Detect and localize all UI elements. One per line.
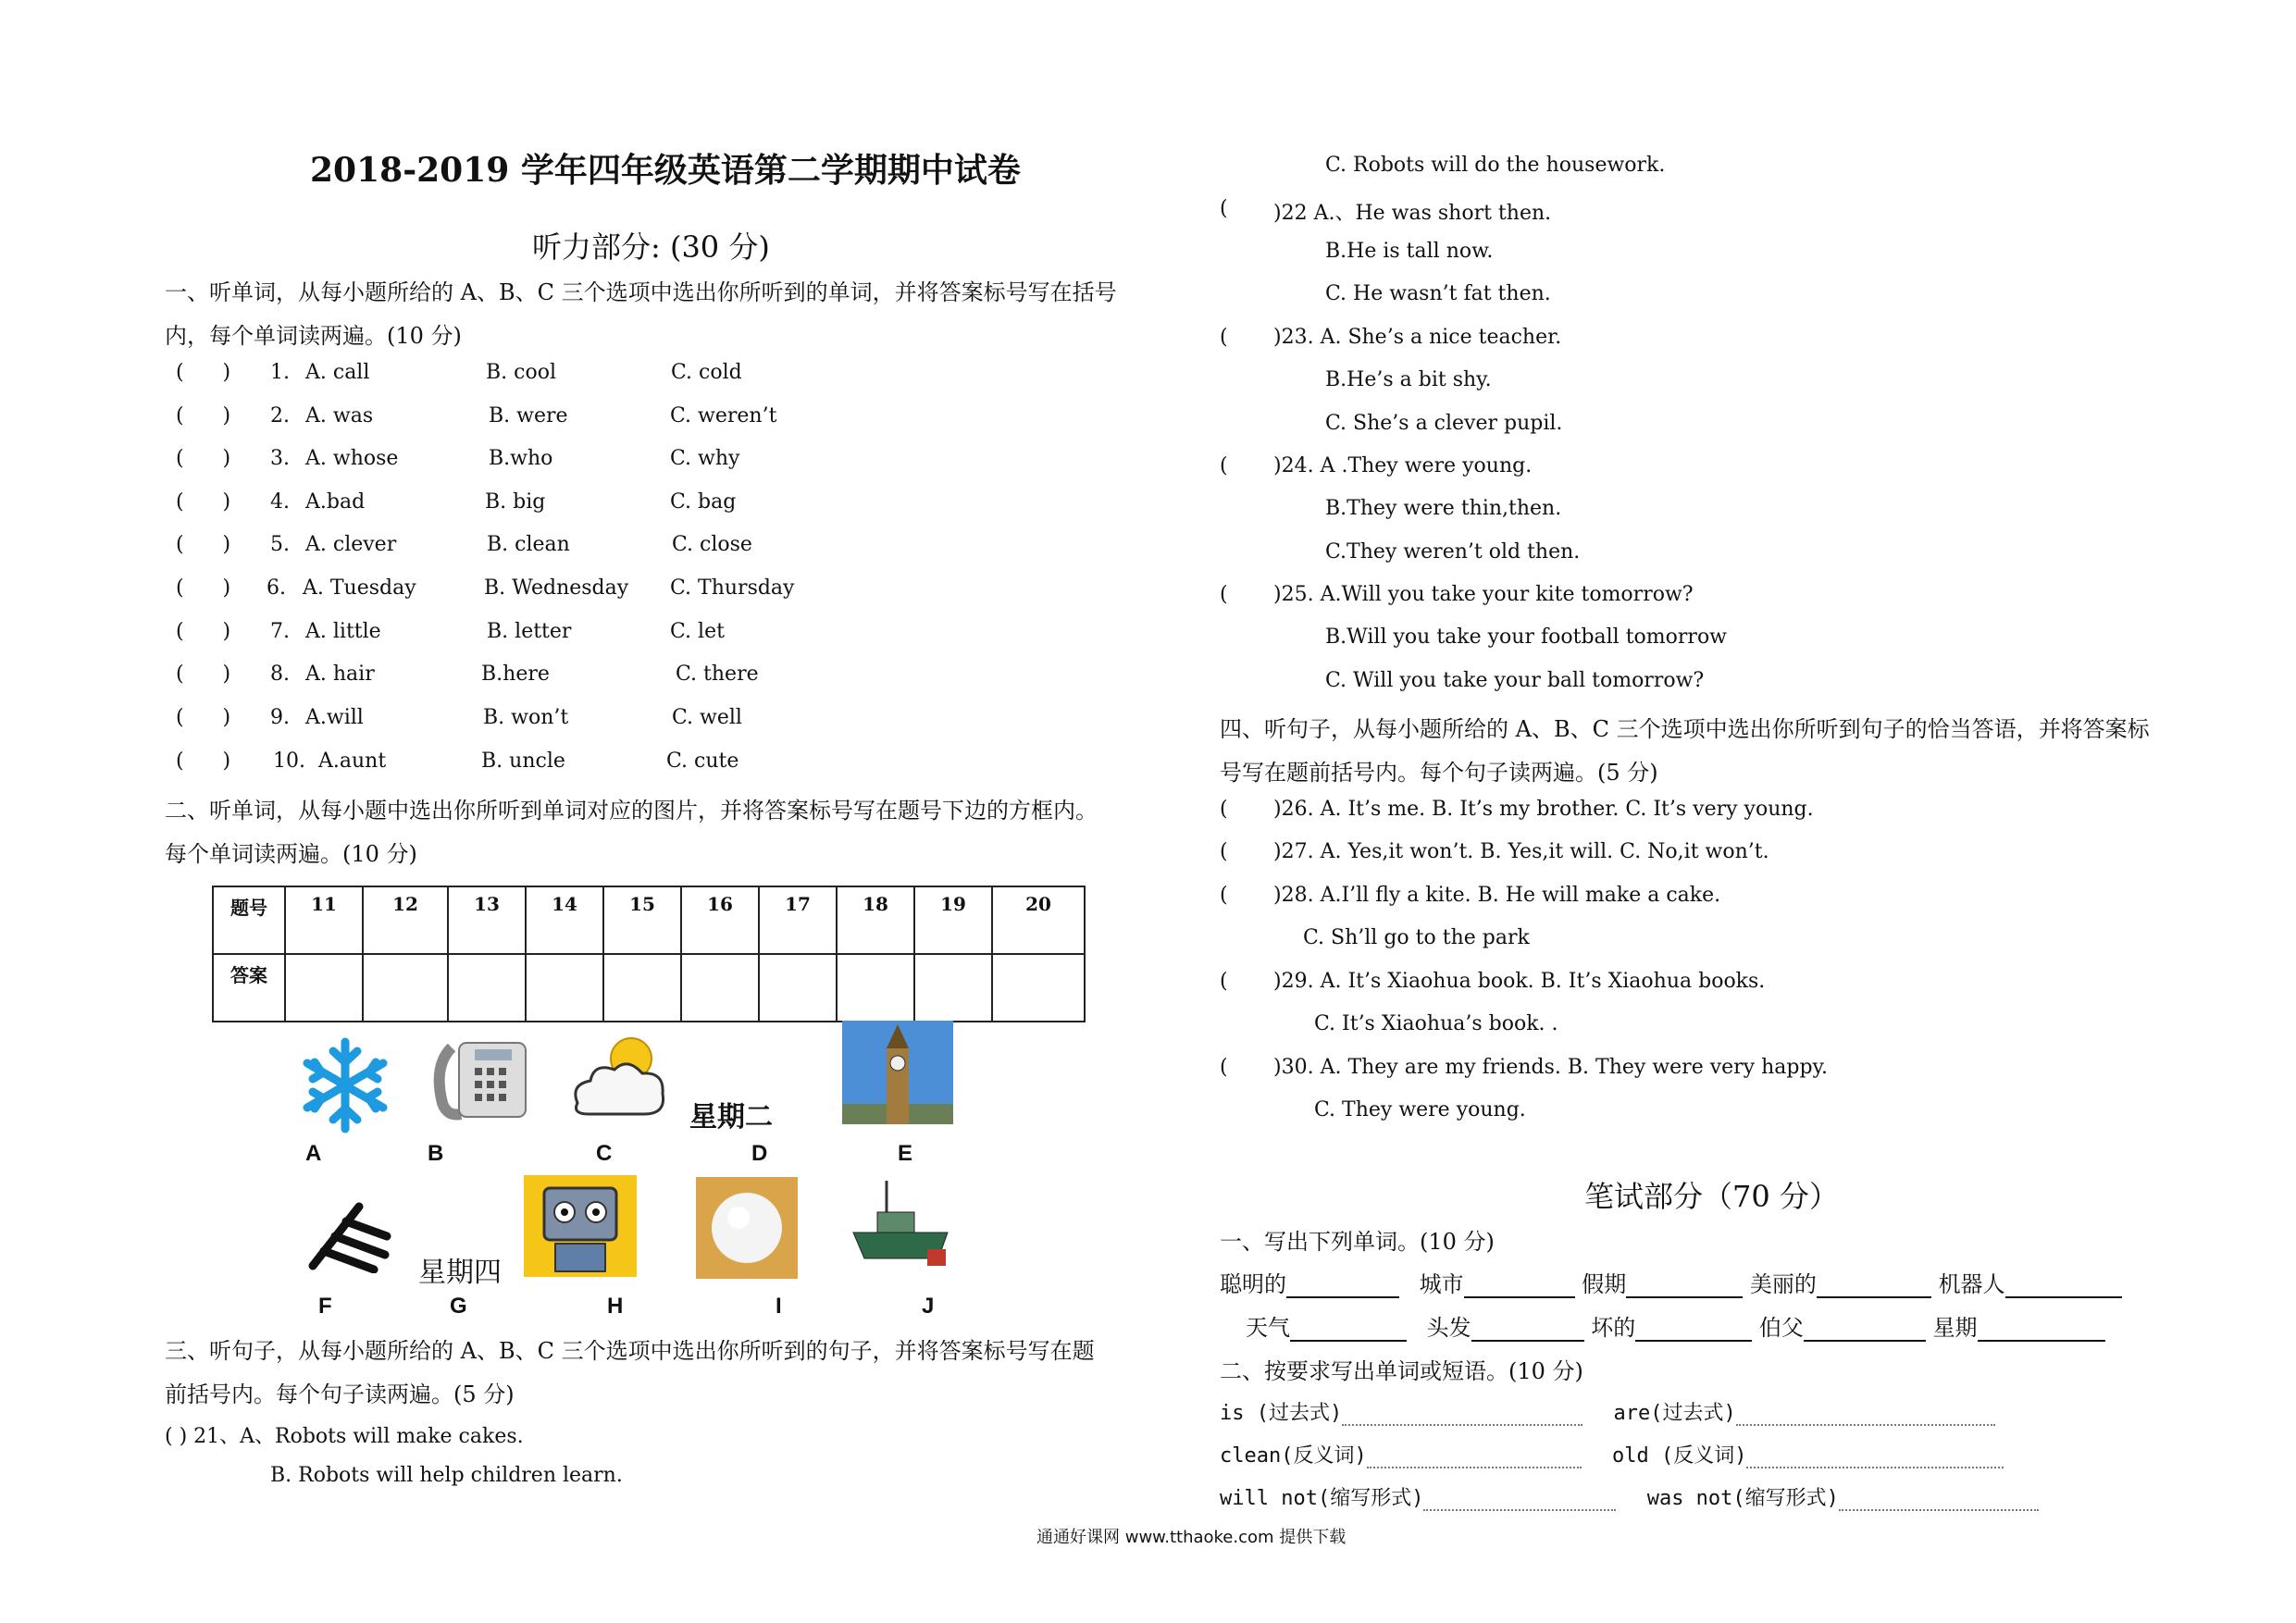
picture-label: D	[751, 1141, 768, 1166]
table-header-cell: 15	[603, 886, 681, 954]
part4-instruction-1: 四、听句子，从每小题所给的 A、B、C 三个选项中选出你所听到句子的恰当答语，并将答案标	[1220, 716, 2150, 742]
thursday-card: 星期四	[418, 1257, 502, 1289]
answer-blank[interactable]	[1839, 1489, 2039, 1511]
table-answer-label: 答案	[213, 954, 285, 1022]
answer-bracket[interactable]: (	[1220, 583, 1228, 606]
table-header-cell: 19	[914, 886, 992, 954]
table-header-cell: 17	[759, 886, 837, 954]
item-number: 2.	[270, 404, 290, 427]
option-a: A. clever	[305, 533, 397, 556]
question-30: )30. A. They are my friends. B. They were very happy.	[1273, 1056, 1829, 1079]
question-23: )23. A. She’s a nice teacher.	[1273, 326, 1562, 349]
option-a: A. Tuesday	[303, 576, 416, 600]
option-b: B.who	[489, 447, 553, 470]
answer-bracket[interactable]: ( )	[176, 576, 231, 600]
list-item	[176, 490, 737, 514]
item-number: 8.	[270, 663, 290, 686]
picture-label: I	[776, 1294, 782, 1319]
word-label: 美丽的	[1749, 1271, 1817, 1297]
word-label: 假期	[1582, 1271, 1627, 1297]
question-21-c: C. Robots will do the housework.	[1325, 154, 1666, 177]
answer-cell[interactable]	[285, 954, 363, 1022]
answer-blank[interactable]	[1746, 1446, 2004, 1468]
form-label: was not(缩写形式)	[1646, 1487, 1839, 1510]
answer-blank[interactable]	[1626, 1276, 1743, 1298]
list-item	[176, 404, 777, 427]
option-a: A.will	[305, 706, 364, 729]
answer-bracket[interactable]: ( )	[176, 361, 231, 384]
answer-blank[interactable]	[1978, 1319, 2105, 1342]
picture-label: B	[428, 1141, 444, 1166]
sun-cloud-icon	[566, 1029, 670, 1125]
question-28: )28. A.I’ll fly a kite. B. He will make a cake.	[1273, 884, 1721, 907]
answer-bracket[interactable]: ( )	[176, 750, 231, 773]
answer-bracket[interactable]: (	[1220, 840, 1228, 863]
answer-bracket[interactable]: ( )	[176, 533, 231, 556]
answer-blank[interactable]	[1736, 1404, 1995, 1426]
list-item	[176, 663, 759, 686]
word-label: 城市	[1419, 1271, 1464, 1297]
picture-label: E	[898, 1141, 913, 1166]
list-item	[176, 750, 739, 773]
answer-cell[interactable]	[914, 954, 992, 1022]
part2-instruction-2: 每个单词读两遍。(10 分)	[165, 841, 417, 867]
option-c: C. close	[672, 533, 752, 556]
option-b: B. cool	[486, 361, 557, 384]
item-number: 4.	[270, 490, 290, 514]
question-21-b: B. Robots will help children learn.	[270, 1464, 623, 1487]
part3-instruction-1: 三、听句子，从每小题所给的 A、B、C 三个选项中选出你所听到的句子，并将答案标号写在题	[165, 1338, 1095, 1364]
option-c: C. there	[676, 663, 759, 686]
telephone-icon	[424, 1029, 535, 1131]
table-header-cell: 11	[285, 886, 363, 954]
writing-part2-instruction: 二、按要求写出单词或短语。(10 分)	[1220, 1358, 1583, 1384]
option-c: C. why	[670, 447, 740, 470]
item-number: 10.	[273, 750, 305, 773]
part1-instruction-2: 内，每个单词读两遍。(10 分)	[165, 323, 462, 349]
part2-instruction-1: 二、听单词，从每小题中选出你所听到单词对应的图片，并将答案标号写在题号下边的方框内。	[165, 798, 1098, 824]
answer-cell[interactable]	[526, 954, 603, 1022]
part4-instruction-2: 号写在题前括号内。每个句子读两遍。(5 分)	[1220, 760, 1658, 786]
question-25-c: C. Will you take your ball tomorrow?	[1325, 669, 1705, 692]
option-a: A. little	[305, 620, 381, 643]
list-item	[176, 533, 752, 556]
answer-cell[interactable]	[681, 954, 759, 1022]
question-24-b: B.They were thin,then.	[1325, 497, 1562, 520]
ball-icon	[696, 1177, 798, 1279]
list-item	[176, 447, 740, 470]
answer-bracket[interactable]: ( )	[176, 620, 231, 643]
answer-blank[interactable]	[2005, 1276, 2122, 1298]
answer-bracket[interactable]: (	[1220, 454, 1228, 477]
form-row-2	[1220, 1440, 2004, 1468]
question-24-c: C.They weren’t old then.	[1325, 540, 1581, 564]
listening-heading: 听力部分: (30 分)	[532, 229, 770, 265]
answer-bracket[interactable]: (	[1220, 1056, 1228, 1079]
writing-heading: 笔试部分（70 分）	[1584, 1179, 1839, 1214]
form-label: will not(缩写形式)	[1220, 1487, 1424, 1510]
question-29: )29. A. It’s Xiaohua book. B. It’s Xiaohua books.	[1273, 970, 1766, 993]
word-label: 头发	[1426, 1315, 1471, 1341]
word-label: 天气	[1246, 1315, 1290, 1341]
word-label: 星期	[1932, 1315, 1978, 1341]
question-26: )26. A. It’s me. B. It’s my brother. C. It’s very young.	[1273, 798, 1814, 821]
picture-label: C	[596, 1141, 613, 1166]
answer-bracket[interactable]: (	[1220, 798, 1228, 821]
option-c: C. cold	[671, 361, 742, 384]
option-a: A. call	[305, 361, 370, 384]
table-header-cell: 20	[992, 886, 1085, 954]
table-header-cell: 14	[526, 886, 603, 954]
option-b: B. clean	[487, 533, 570, 556]
option-b: B. were	[489, 404, 568, 427]
word-row-1	[1220, 1266, 2122, 1298]
picture-label: H	[607, 1294, 624, 1319]
answer-cell[interactable]	[603, 954, 681, 1022]
part3-instruction-2: 前括号内。每个句子读两遍。(5 分)	[165, 1381, 515, 1407]
tuesday-card: 星期二	[689, 1101, 773, 1134]
answer-cell[interactable]	[992, 954, 1085, 1022]
answer-bracket[interactable]: ( )	[176, 663, 231, 686]
question-22: )22 A.、He was short then.	[1273, 202, 1552, 225]
answer-blank[interactable]	[1635, 1319, 1752, 1342]
option-c: C. let	[670, 620, 725, 643]
word-label: 伯父	[1758, 1315, 1804, 1341]
picture-label: A	[305, 1141, 322, 1166]
question-22-b: B.He is tall now.	[1325, 240, 1494, 263]
question-23-c: C. She’s a clever pupil.	[1325, 412, 1563, 435]
option-c: C. weren’t	[670, 404, 777, 427]
answer-blank[interactable]	[1464, 1276, 1575, 1298]
form-row-3	[1220, 1482, 2039, 1511]
table-header-cell: 16	[681, 886, 759, 954]
option-c: C. Thursday	[670, 576, 795, 600]
form-label: clean(反义词)	[1220, 1444, 1367, 1468]
picture-label: G	[450, 1294, 467, 1319]
writing-part1-instruction: 一、写出下列单词。(10 分)	[1220, 1229, 1495, 1255]
part1-instruction-1: 一、听单词，从每小题所给的 A、B、C 三个选项中选出你所听到的单词，并将答案标号写在括号	[165, 279, 1117, 305]
option-b: B. big	[485, 490, 546, 514]
answer-blank[interactable]	[1286, 1276, 1399, 1298]
answer-bracket[interactable]: (	[1220, 197, 1228, 220]
answer-blank[interactable]	[1471, 1319, 1584, 1342]
table-header-cell: 18	[837, 886, 914, 954]
option-a: A.aunt	[318, 750, 387, 773]
question-22-c: C. He wasn’t fat then.	[1325, 282, 1551, 305]
picture-label: J	[922, 1294, 935, 1319]
question-27: )27. A. Yes,it won’t. B. Yes,it will. C. No,it won’t.	[1273, 840, 1769, 863]
answer-bracket[interactable]: ( )	[176, 447, 231, 470]
answer-bracket[interactable]: ( )	[176, 404, 231, 427]
chinese-character-icon	[304, 1199, 394, 1273]
option-b: B. Wednesday	[484, 576, 629, 600]
word-label: 聪明的	[1220, 1271, 1286, 1297]
option-a: A.bad	[305, 490, 366, 514]
footer: 通通好课网 www.tthaoke.com 提供下载	[1036, 1528, 1347, 1547]
snowflake-icon	[294, 1035, 396, 1136]
list-item	[176, 706, 742, 729]
ship-icon	[850, 1175, 951, 1279]
item-number: 9.	[270, 706, 290, 729]
item-number: 3.	[270, 447, 290, 470]
option-b: B. uncle	[481, 750, 565, 773]
table-header-cell: 13	[448, 886, 526, 954]
answer-cell[interactable]	[363, 954, 448, 1022]
item-number: 7.	[270, 620, 290, 643]
big-ben-icon	[842, 1021, 953, 1124]
table-header-cell: 题号	[213, 886, 285, 954]
item-number: 6.	[267, 576, 286, 600]
answer-cell[interactable]	[448, 954, 526, 1022]
word-row-2	[1246, 1309, 2105, 1342]
answer-blank[interactable]	[1804, 1319, 1926, 1342]
question-30-c: C. They were young.	[1314, 1098, 1526, 1121]
list-item	[176, 620, 725, 643]
word-label: 坏的	[1591, 1315, 1636, 1341]
answer-bracket[interactable]: (	[1220, 884, 1228, 907]
item-number: 5.	[270, 533, 290, 556]
option-c: C. cute	[666, 750, 739, 773]
answer-blank[interactable]	[1817, 1276, 1931, 1298]
question-25: )25. A.Will you take your kite tomorrow?	[1273, 583, 1694, 606]
answer-bracket[interactable]: (	[1220, 326, 1228, 349]
picture-label: F	[318, 1294, 332, 1319]
answer-table	[212, 886, 1086, 1022]
word-label: 机器人	[1938, 1271, 2005, 1297]
option-a: A. hair	[305, 663, 375, 686]
form-label: old (反义词)	[1611, 1444, 1747, 1468]
question-28-c: C. Sh’ll go to the park	[1303, 926, 1530, 949]
robot-icon	[524, 1175, 637, 1277]
question-29-c: C. It’s Xiaohua’s book. .	[1314, 1012, 1558, 1035]
option-c: C. bag	[670, 490, 737, 514]
question-21: ( ) 21、A、Robots will make cakes.	[165, 1425, 524, 1448]
answer-blank[interactable]	[1290, 1319, 1407, 1342]
list-item	[176, 361, 742, 384]
list-item	[176, 576, 795, 600]
item-number: 1.	[270, 361, 290, 384]
answer-cell[interactable]	[759, 954, 837, 1022]
question-25-b: B.Will you take your football tomorrow	[1325, 626, 1728, 649]
answer-cell[interactable]	[837, 954, 914, 1022]
question-24: )24. A .They were young.	[1273, 454, 1533, 477]
table-row	[213, 954, 1085, 1022]
option-c: C. well	[672, 706, 742, 729]
form-label: are(过去式)	[1613, 1402, 1736, 1425]
option-b: B. letter	[487, 620, 572, 643]
option-a: A. was	[305, 404, 374, 427]
answer-bracket[interactable]: ( )	[176, 706, 231, 729]
option-b: B. won’t	[483, 706, 569, 729]
table-header-cell: 12	[363, 886, 448, 954]
form-row-1	[1220, 1397, 1995, 1426]
answer-blank[interactable]	[1342, 1404, 1582, 1426]
answer-blank[interactable]	[1367, 1446, 1582, 1468]
option-b: B.here	[481, 663, 550, 686]
page-title: 2018-2019 学年四年级英语第二学期期中试卷	[310, 151, 1021, 190]
question-23-b: B.He’s a bit shy.	[1325, 368, 1492, 391]
answer-bracket[interactable]: (	[1220, 970, 1228, 993]
table-row	[213, 886, 1085, 954]
answer-bracket[interactable]: ( )	[176, 490, 231, 514]
form-label: is (过去式)	[1220, 1402, 1343, 1425]
option-a: A. whose	[305, 447, 399, 470]
answer-blank[interactable]	[1423, 1489, 1616, 1511]
